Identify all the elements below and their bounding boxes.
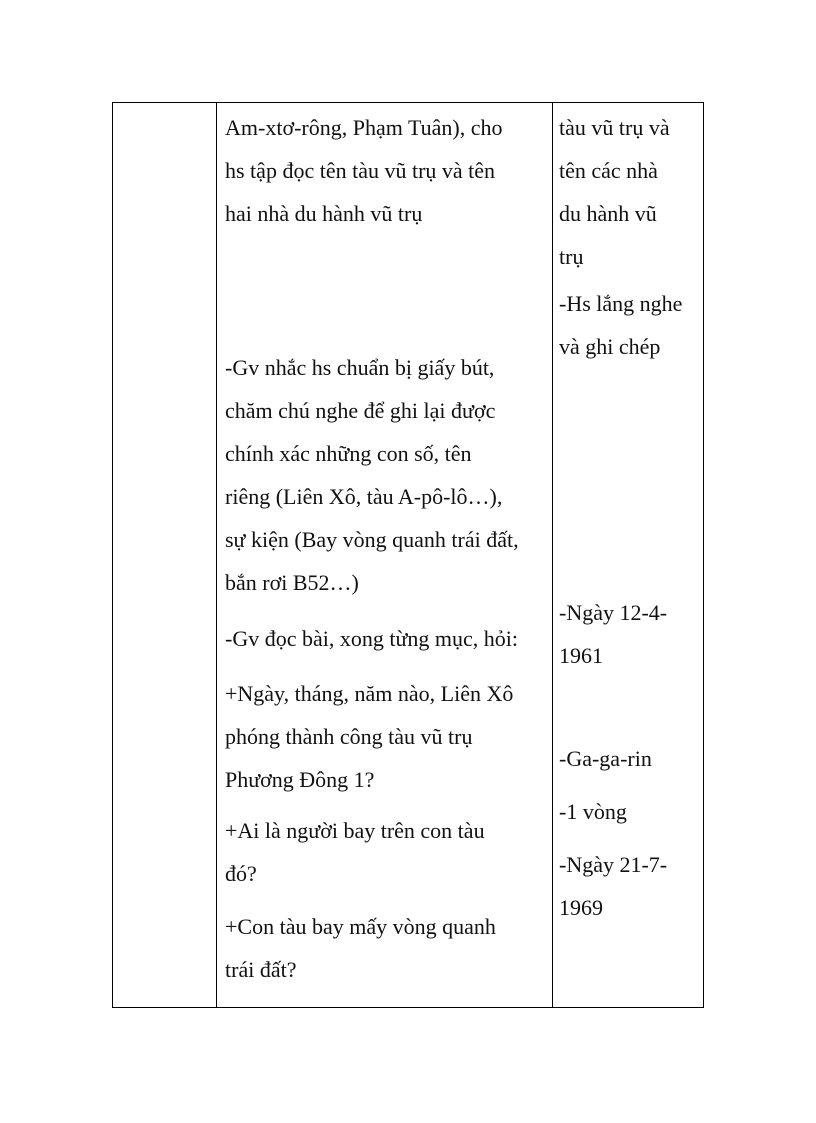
teacher-question-2: +Ai là người bay trên con tàu đó? xyxy=(225,818,485,886)
teacher-intro-text: Am-xtơ-rông, Phạm Tuân), cho hs tập đọc tên tàu vũ trụ và tên hai nhà du hành vũ trụ xyxy=(225,115,503,226)
student-listen-text: -Hs lắng nghe và ghi chép xyxy=(559,291,683,359)
student-activity-cell xyxy=(553,103,704,1007)
teacher-activity-cell xyxy=(217,103,552,1007)
student-answer-1: -Ngày 12-4- 1961 xyxy=(559,600,668,668)
teacher-read-instruction: -Gv đọc bài, xong từng mục, hỏi: xyxy=(225,626,518,651)
student-answer-2: -Ga-ga-rin xyxy=(559,746,652,771)
student-answer-3: -1 vòng xyxy=(559,799,627,824)
empty-left-cell xyxy=(113,103,216,1007)
student-answer-4: -Ngày 21-7- 1969 xyxy=(559,852,668,920)
teacher-question-3: +Con tàu bay mấy vòng quanh trái đất? xyxy=(225,914,496,982)
teacher-question-1: +Ngày, tháng, năm nào, Liên Xô phóng thành công tàu vũ trụ Phương Đông 1? xyxy=(225,681,514,792)
teacher-prepare-text: -Gv nhắc hs chuẩn bị giấy bút, chăm chú nghe để ghi lại được chính xác những con số, tên riêng (Liên Xô, tàu A-pô-lô…), sự kiện (Bay vòng quanh trái đất, bắn rơi B52…) xyxy=(225,355,519,595)
student-intro-text: tàu vũ trụ và tên các nhà du hành vũ trụ xyxy=(559,115,670,269)
lesson-plan-table xyxy=(112,102,704,1008)
